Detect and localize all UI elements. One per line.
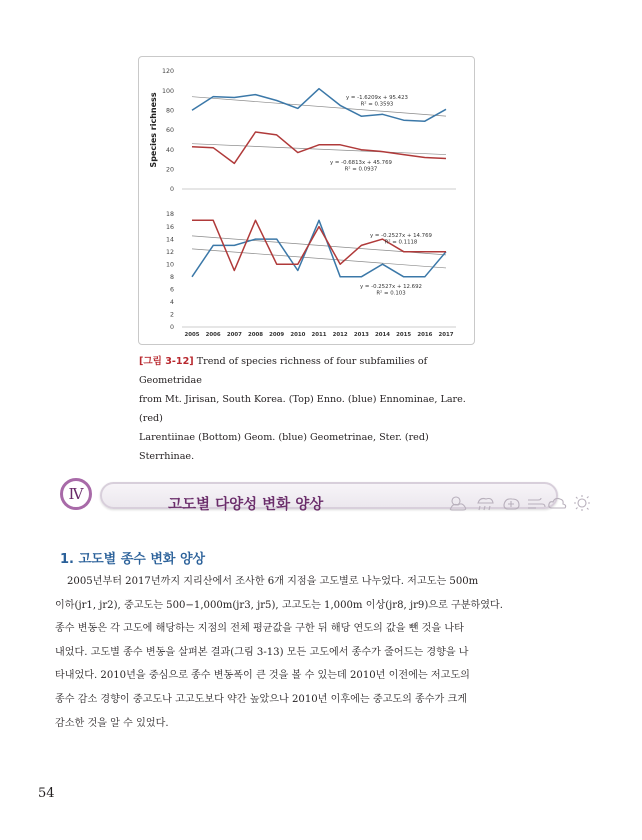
body-line-7: 감소한 것을 알 수 있었다.: [55, 717, 169, 729]
snow-icon: [504, 499, 519, 509]
regression-r2: R² = 0.3593: [360, 101, 394, 108]
series-line: [192, 132, 446, 163]
x-tick-label: 2006: [205, 332, 221, 338]
regression-r2: R² = 0.0937: [344, 166, 378, 173]
y-tick-label: 10: [165, 261, 174, 269]
page-number: 54: [38, 786, 55, 801]
regression-r2: R² = 0.1118: [384, 239, 418, 246]
x-tick-label: 2015: [396, 332, 412, 338]
x-tick-label: 2007: [226, 332, 242, 338]
regression-equation: y = -0.2527x + 12.692: [360, 284, 422, 290]
y-tick-label: 18: [165, 211, 174, 219]
section-banner: [60, 476, 560, 512]
body-line-5: 타내었다. 2010년을 중심으로 종수 변동폭이 큰 것을 볼 수 있는데 2010년 이전에는 저고도의: [55, 670, 470, 682]
series-line: [192, 220, 446, 276]
sun-icon: [574, 495, 590, 511]
y-tick-label: 6: [169, 286, 174, 294]
caption-line-1: Trend of species richness of four subfamilies of Geometridae: [139, 356, 428, 386]
wind-icon: [528, 498, 545, 508]
y-tick-label: 40: [165, 146, 174, 154]
y-tick-label: 0: [169, 186, 174, 194]
y-tick-label: 120: [161, 68, 174, 76]
section-title-bar: [100, 482, 558, 513]
y-tick-label: 20: [165, 166, 174, 174]
figure-caption: [139, 352, 484, 466]
y-tick-label: 0: [169, 324, 174, 332]
body-line-1: 2005년부터 2017년까지 지리산에서 조사한 6개 지점을 고도별로 나누었다. 저고도는 500m: [67, 576, 479, 587]
sun-cloud-icon: [450, 497, 465, 510]
regression-equation: y = -0.2527x + 14.769: [370, 233, 432, 239]
subsection-heading: 1. 고도별 종수 변화 양상: [60, 552, 206, 567]
y-tick-label: 14: [165, 236, 174, 244]
caption-line-3: Larentiinae (Bottom) Geom. (blue) Geometrinae, Ster. (red) Sterrhinae.: [139, 432, 429, 462]
x-tick-label: 2011: [311, 332, 327, 338]
caption-label: [그림 3-12]: [139, 356, 194, 367]
cloud-icon: [549, 498, 566, 508]
y-tick-label: 8: [169, 273, 174, 281]
x-tick-label: 2005: [184, 332, 200, 338]
series-line: [192, 89, 446, 122]
caption-line-2: from Mt. Jirisan, South Korea. (Top) Enno. (blue) Ennominae, Lare. (red): [139, 394, 466, 424]
y-tick-label: 12: [165, 248, 174, 256]
rain-icon: [478, 499, 493, 511]
x-tick-label: 2012: [332, 332, 348, 338]
y-tick-label: 100: [161, 87, 174, 95]
y-tick-label: 2: [169, 311, 174, 319]
x-tick-label: 2009: [269, 332, 285, 338]
regression-equation: y = -0.6813x + 45.769: [330, 160, 392, 166]
body-line-4: 내었다. 고도별 종수 변동을 살펴본 결과(그림 3-13) 모든 고도에서 종수가 줄어드는 경향을 나: [55, 646, 469, 658]
y-tick-label: 60: [165, 127, 174, 135]
body-line-3: 종수 변동은 각 고도에 해당하는 지점의 전체 평균값을 구한 뒤 해당 연도의 값을 뺀 것을 나타: [55, 623, 464, 635]
y-tick-label: 16: [165, 223, 174, 231]
regression-r2: R² = 0.103: [376, 290, 406, 297]
x-tick-label: 2017: [438, 332, 454, 338]
body-paragraph: [55, 570, 567, 735]
x-tick-label: 2013: [353, 332, 369, 338]
x-tick-label: 2016: [417, 332, 433, 338]
y-tick-label: 4: [169, 299, 174, 307]
weather-icons: [448, 493, 593, 513]
body-line-2: 이하(jr1, jr2), 중고도는 500−1,000m(jr3, jr5), 고고도는 1,000m 이상(jr8, jr9)으로 구분하였다.: [55, 599, 503, 611]
x-tick-label: 2008: [247, 332, 264, 338]
figure-chart: [138, 56, 475, 345]
x-tick-label: 2010: [290, 332, 306, 338]
section-title: 고도별 다양성 변화 양상: [168, 497, 324, 513]
regression-equation: y = -1.6209x + 95.423: [346, 95, 408, 101]
section-number-badge: Ⅳ: [60, 478, 92, 510]
x-tick-label: 2014: [374, 332, 391, 338]
chart-canvas: [139, 57, 476, 346]
y-tick-label: 80: [165, 107, 174, 115]
body-line-6: 종수 감소 경향이 중고도나 고고도보다 약간 높았으나 2010년 이후에는 중고도의 종수가 크게: [55, 693, 467, 705]
y-axis-label: Species richness: [149, 92, 158, 168]
